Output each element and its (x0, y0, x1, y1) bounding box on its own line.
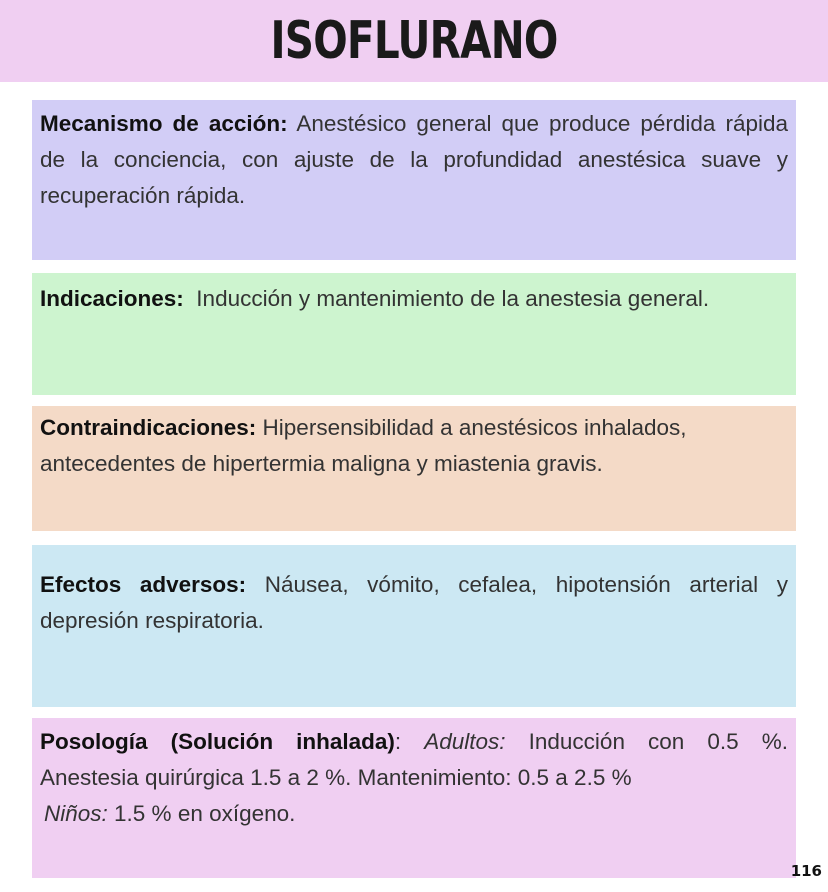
adultos-text: Inducción con 0.5 %. (505, 729, 788, 754)
indicaciones-text: Inducción y mantenimiento de la anestesia general. (183, 286, 710, 311)
contraindicaciones-text: Hipersensibilidad a anestésicos inhalados, antecedentes de hipertermia maligna y miastenia gravis. (40, 415, 687, 476)
efectos-label: Efectos adversos: (40, 572, 247, 597)
indicaciones-section (32, 273, 796, 395)
ninos-text: 1.5 % en oxígeno. (107, 801, 296, 826)
indicaciones-label: Indicaciones: (40, 286, 184, 311)
posologia-sep: : (394, 729, 425, 754)
page-number: 116 (790, 862, 822, 880)
posologia-line-2: Anestesia quirúrgica 1.5 a 2 %. Mantenimiento: 0.5 a 2.5 % (40, 765, 632, 790)
efectos-section (32, 545, 796, 707)
contraindicaciones-section (32, 406, 796, 531)
adultos-label: Adultos: (424, 729, 506, 754)
posologia-label: Posología (Solución inhalada) (40, 729, 395, 754)
posologia-section (32, 718, 796, 878)
contraindicaciones-label: Contraindicaciones: (40, 415, 257, 440)
mecanismo-label: Mecanismo de acción: (40, 111, 288, 136)
page-title: ISOFLURANO (270, 11, 558, 71)
posologia-line-1 (40, 724, 788, 760)
efectos-text: Náusea, vómito, cefalea, hipotensión arterial y depresión respiratoria. (40, 572, 788, 633)
posologia-line-3 (40, 796, 788, 832)
mecanismo-section (32, 100, 796, 260)
ninos-label: Niños: (44, 801, 108, 826)
title-bar (0, 0, 828, 82)
mecanismo-text: Anestésico general que produce pérdida rápida de la conciencia, con ajuste de la profundidad anestésica suave y recuperación rápida. (40, 111, 788, 208)
